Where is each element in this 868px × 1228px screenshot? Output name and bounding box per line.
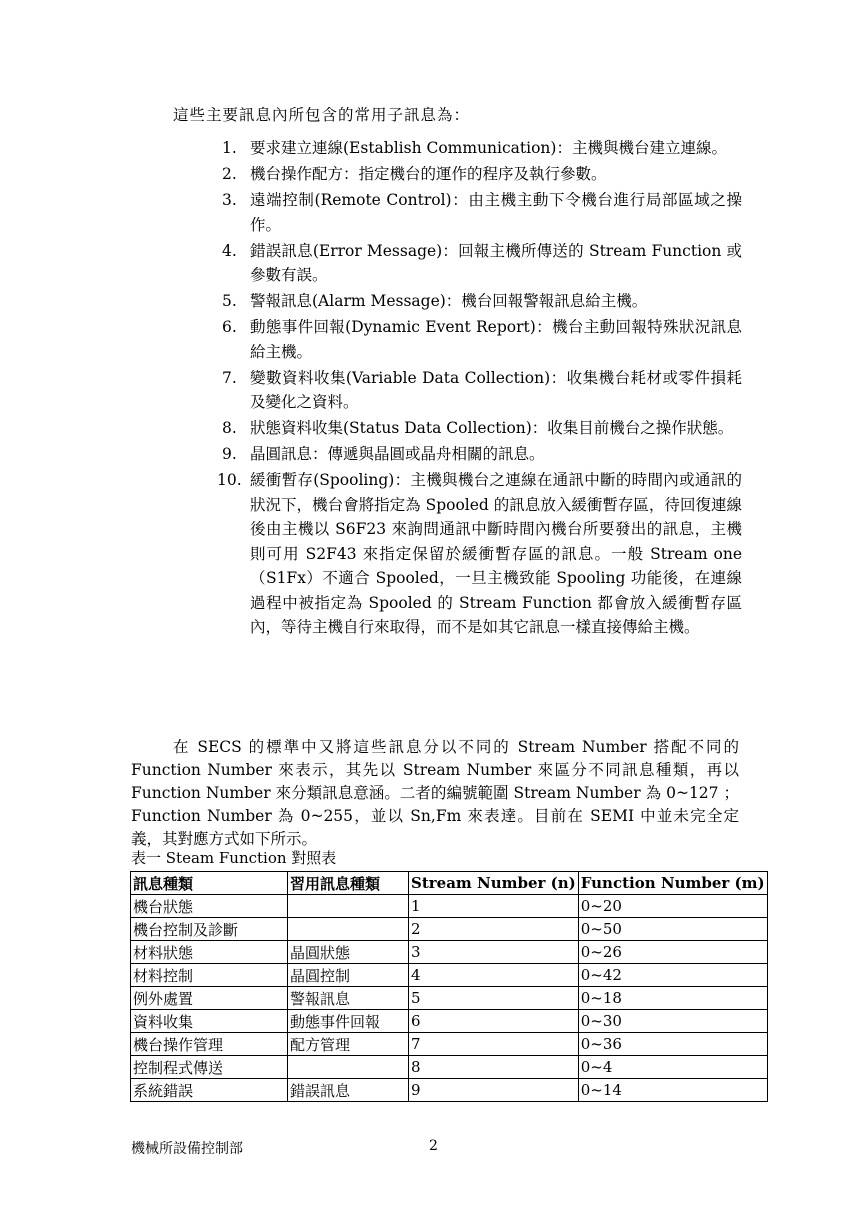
- table-row: [131, 1056, 768, 1079]
- table-cell: 0~18: [578, 987, 767, 1010]
- stream-function-table: [130, 871, 768, 1102]
- table-cell: 8: [409, 1056, 579, 1079]
- table-cell: 錯誤訊息: [288, 1079, 409, 1102]
- list-item: 6. 動態事件回報(Dynamic Event Report)：機台主動回報特殊狀況訊息給主機。: [222, 318, 742, 361]
- header-cell: Stream Number (n): [409, 872, 579, 895]
- table-cell: 4: [409, 964, 579, 987]
- table-cell: 0~42: [578, 964, 767, 987]
- table-header-row: [131, 872, 768, 895]
- table-cell: [288, 918, 409, 941]
- table-cell: 0~36: [578, 1033, 767, 1056]
- header-cell: 訊息種類: [131, 872, 288, 895]
- table-cell: 資料收集: [131, 1010, 288, 1033]
- table-cell: 5: [409, 987, 579, 1010]
- table-cell: 系統錯誤: [131, 1079, 288, 1102]
- table-cell: 7: [409, 1033, 579, 1056]
- header-cell: 習用訊息種類: [288, 872, 409, 895]
- footer-department: 機械所設備控制部: [131, 1141, 243, 1157]
- table-cell: 材料控制: [131, 964, 288, 987]
- table-row: [131, 918, 768, 941]
- table-row: [131, 987, 768, 1010]
- table-row: [131, 1079, 768, 1102]
- list-item: 3. 遠端控制(Remote Control)：由主機主動下令機台進行局部區域之操作。: [222, 191, 742, 234]
- table-cell: 控制程式傳送: [131, 1056, 288, 1079]
- table-cell: 3: [409, 941, 579, 964]
- body-paragraph: 在 SECS 的標準中又將這些訊息分以不同的 Stream Number 搭配不同的 Function Number 來表示，其先以 Stream Number 來區分不同訊息種類，再以 Function Number 來分類訊息意涵。二者的編號範圍 Stream Number 為 0~127 ；Function Number 為 0~255，並以 Sn,Fm 來表達。目前在 SEMI 中並未完全定義，其對應方式如下所示。: [131, 737, 739, 849]
- table-cell: 1: [409, 895, 579, 918]
- list-item: 9. 晶圓訊息：傳遞與晶圓或晶舟相關的訊息。: [222, 445, 545, 463]
- table-cell: 例外處置: [131, 987, 288, 1010]
- table-cell: 6: [409, 1010, 579, 1033]
- list-item: 2. 機台操作配方：指定機台的運作的程序及執行參數。: [222, 165, 607, 183]
- table-cell: 0~26: [578, 941, 767, 964]
- table-cell: 配方管理: [288, 1033, 409, 1056]
- table-row: [131, 1033, 768, 1056]
- table-cell: 晶圓控制: [288, 964, 409, 987]
- table-row: [131, 941, 768, 964]
- list-item: 8. 狀態資料收集(Status Data Collection)：收集目前機台之操作狀態。: [222, 419, 734, 437]
- intro-text: 這些主要訊息內所包含的常用子訊息為：: [173, 106, 471, 124]
- table-cell: 0~30: [578, 1010, 767, 1033]
- table-cell: 動態事件回報: [288, 1010, 409, 1033]
- table-cell: 機台操作管理: [131, 1033, 288, 1056]
- table-cell: 警報訊息: [288, 987, 409, 1010]
- table-row: [131, 895, 768, 918]
- list-item: 7. 變數資料收集(Variable Data Collection)：收集機台耗材或零件損耗及變化之資料。: [222, 368, 742, 411]
- table-cell: 晶圓狀態: [288, 941, 409, 964]
- table-cell: [288, 1056, 409, 1079]
- table-cell: 材料狀態: [131, 941, 288, 964]
- table-cell: [288, 895, 409, 918]
- table-cell: 0~20: [578, 895, 767, 918]
- list-item: 5. 警報訊息(Alarm Message)：機台回報警報訊息給主機。: [222, 292, 648, 310]
- table-cell: 機台狀態: [131, 895, 288, 918]
- table-cell: 2: [409, 918, 579, 941]
- table-cell: 0~50: [578, 918, 767, 941]
- table-cell: 0~4: [578, 1056, 767, 1079]
- page-number: 2: [429, 1138, 438, 1154]
- table-cell: 0~14: [578, 1079, 767, 1102]
- table-caption: 表一 Steam Function 對照表: [131, 849, 337, 867]
- table-cell: 9: [409, 1079, 579, 1102]
- sub-message-list: [217, 136, 742, 641]
- list-item: 1. 要求建立連線(Establish Communication)：主機與機台建立連線。: [222, 139, 727, 157]
- list-item: 10. 緩衝暫存(Spooling)：主機與機台之連線在通訊中斷的時間內或通訊的狀況下，機台會將指定為 Spooled 的訊息放入緩衝暫存區，待回復連線後由主機以 S6F23 來詢問通訊中斷時間內機台所要發出的訊息，主機則可用 S2F43 來指定保留於緩衝暫存區的訊息。一般 Stream one（S1Fx）不適合 Spooled，一旦主機致能 Spooling 功能後，在連線過程中被指定為 Spooled 的 Stream Function 都會放入緩衝暫存區內，等待主機自行來取得，而不是如其它訊息一樣直接傳給主機。: [217, 471, 742, 636]
- header-cell: Function Number (m): [578, 872, 767, 895]
- table-row: [131, 1010, 768, 1033]
- list-item: 4. 錯誤訊息(Error Message)：回報主機所傳送的 Stream Function 或參數有誤。: [222, 241, 742, 284]
- table-row: [131, 964, 768, 987]
- table-cell: 機台控制及診斷: [131, 918, 288, 941]
